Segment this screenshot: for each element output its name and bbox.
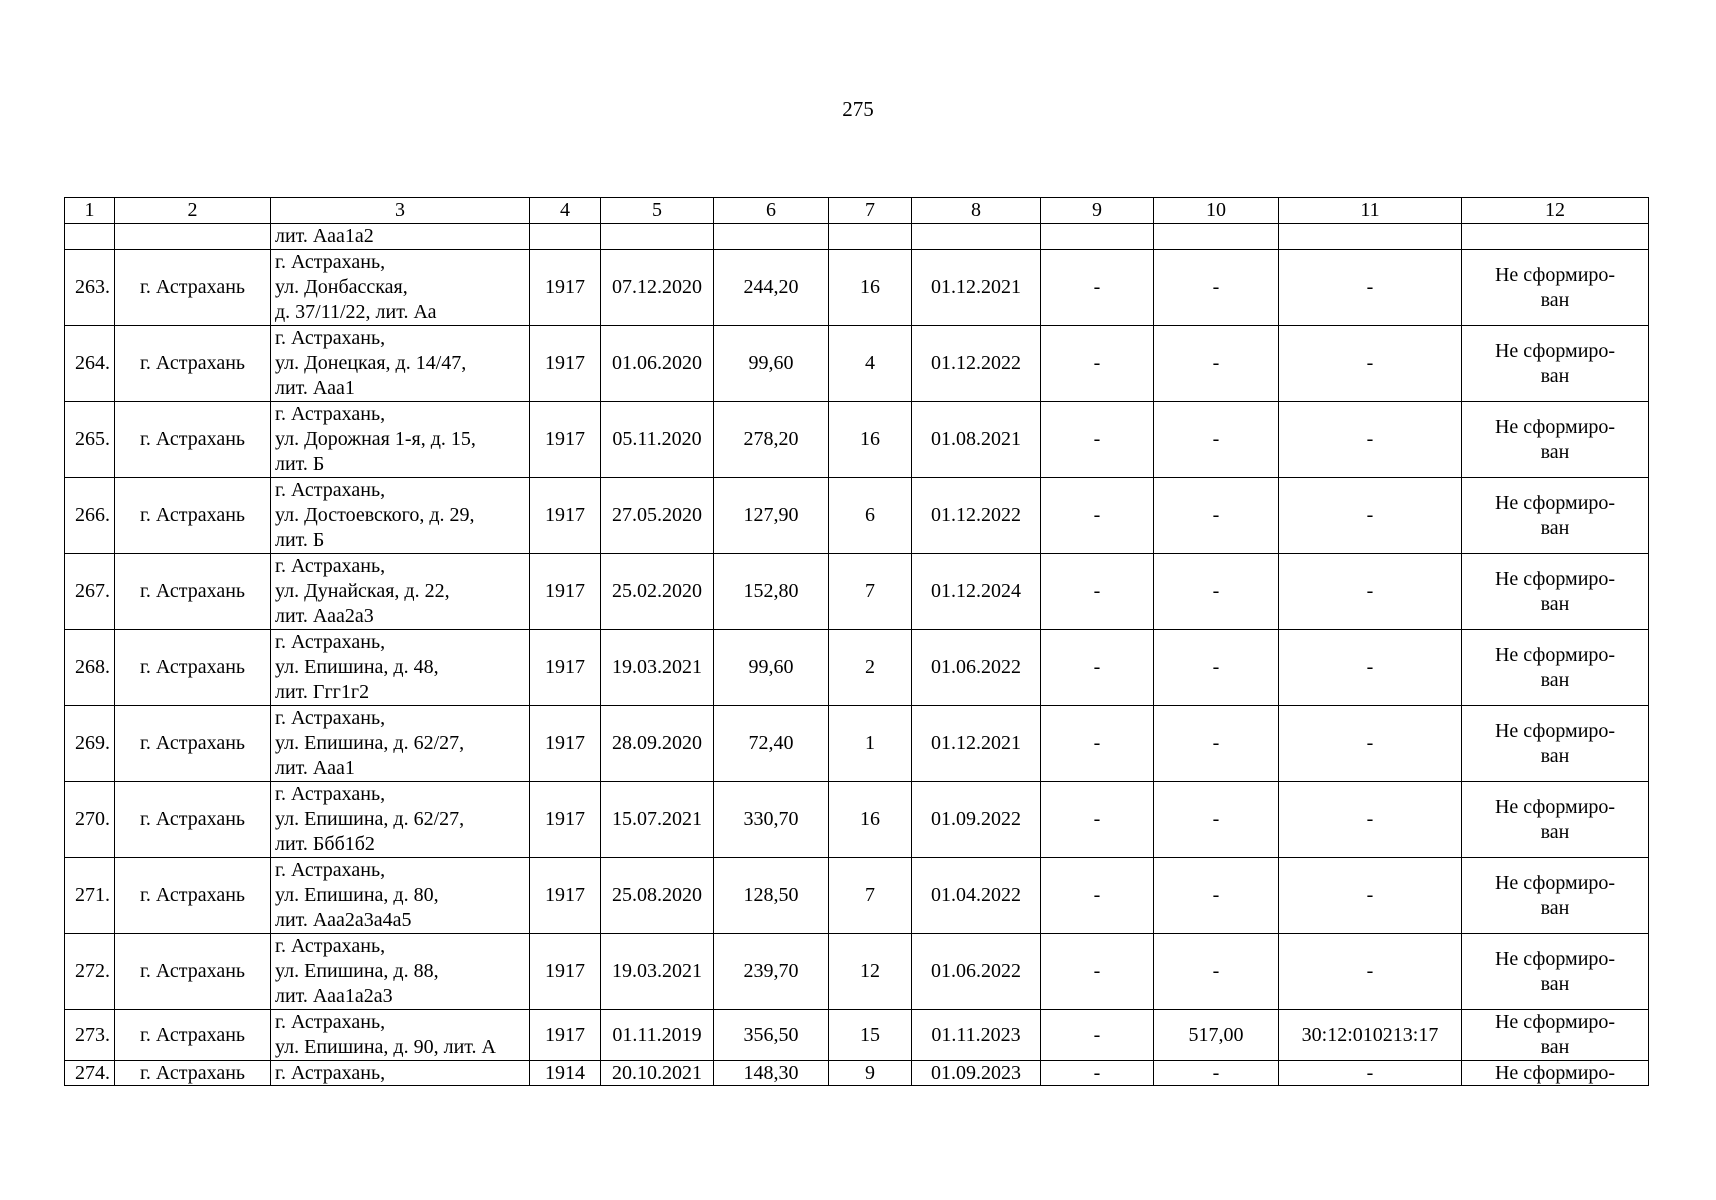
column-11-cell: - xyxy=(1279,858,1462,934)
status-cell: Не сформиро- ван xyxy=(1462,706,1649,782)
table-row xyxy=(65,326,1649,402)
count-cell: 7 xyxy=(829,554,912,630)
address-cell: г. Астрахань, ул. Донбасская, д. 37/11/22, лит. Аа xyxy=(271,250,530,326)
status-cell: Не сформиро- ван xyxy=(1462,782,1649,858)
empty-cell xyxy=(1462,224,1649,250)
date-cell: 01.11.2023 xyxy=(912,1010,1041,1061)
year-cell: 1917 xyxy=(530,326,601,402)
count-cell: 15 xyxy=(829,1010,912,1061)
status-cell: Не сформиро- ван xyxy=(1462,402,1649,478)
address-cell: г. Астрахань, ул. Донецкая, д. 14/47, лит. Ааа1 xyxy=(271,326,530,402)
date-cell: 27.05.2020 xyxy=(601,478,714,554)
column-10-cell: - xyxy=(1154,630,1279,706)
city-cell: г. Астрахань xyxy=(115,782,271,858)
area-cell: 72,40 xyxy=(714,706,829,782)
column-10-cell: - xyxy=(1154,326,1279,402)
column-header: 5 xyxy=(601,198,714,224)
status-cell: Не сформиро- ван xyxy=(1462,250,1649,326)
count-cell: 16 xyxy=(829,250,912,326)
column-header: 4 xyxy=(530,198,601,224)
year-cell: 1917 xyxy=(530,554,601,630)
year-cell: 1917 xyxy=(530,1010,601,1061)
table-row xyxy=(65,782,1649,858)
date-cell: 01.09.2022 xyxy=(912,782,1041,858)
column-header: 7 xyxy=(829,198,912,224)
empty-cell xyxy=(1041,224,1154,250)
date-cell: 01.08.2021 xyxy=(912,402,1041,478)
date-cell: 07.12.2020 xyxy=(601,250,714,326)
area-cell: 330,70 xyxy=(714,782,829,858)
column-11-cell: - xyxy=(1279,630,1462,706)
empty-cell xyxy=(530,224,601,250)
empty-cell xyxy=(601,224,714,250)
column-10-cell: - xyxy=(1154,478,1279,554)
count-cell: 1 xyxy=(829,706,912,782)
address-cell: г. Астрахань, ул. Епишина, д. 90, лит. А xyxy=(271,1010,530,1061)
year-cell: 1917 xyxy=(530,858,601,934)
table-row xyxy=(65,1010,1649,1061)
column-11-cell: - xyxy=(1279,1061,1462,1086)
column-9-cell: - xyxy=(1041,250,1154,326)
table-row xyxy=(65,934,1649,1010)
count-cell: 16 xyxy=(829,402,912,478)
column-10-cell: - xyxy=(1154,402,1279,478)
address-cell: г. Астрахань, ул. Дунайская, д. 22, лит. Ааа2а3 xyxy=(271,554,530,630)
address-cell: г. Астрахань, ул. Достоевского, д. 29, лит. Б xyxy=(271,478,530,554)
count-cell: 4 xyxy=(829,326,912,402)
status-cell: Не сформиро- ван xyxy=(1462,478,1649,554)
table-row xyxy=(65,630,1649,706)
column-9-cell: - xyxy=(1041,402,1154,478)
address-cell: г. Астрахань, ул. Епишина, д. 62/27, лит. Ааа1 xyxy=(271,706,530,782)
column-9-cell: - xyxy=(1041,554,1154,630)
date-cell: 19.03.2021 xyxy=(601,630,714,706)
column-number-row xyxy=(65,198,1649,224)
housing-registry-table xyxy=(64,197,1649,1086)
address-cell: г. Астрахань, ул. Епишина, д. 88, лит. Ааа1а2а3 xyxy=(271,934,530,1010)
column-9-cell: - xyxy=(1041,858,1154,934)
date-cell: 01.12.2021 xyxy=(912,706,1041,782)
empty-cell xyxy=(714,224,829,250)
date-cell: 25.02.2020 xyxy=(601,554,714,630)
address-cell: г. Астрахань, xyxy=(271,1061,530,1086)
column-11-cell: - xyxy=(1279,934,1462,1010)
count-cell: 6 xyxy=(829,478,912,554)
count-cell: 7 xyxy=(829,858,912,934)
address-cell: г. Астрахань, ул. Епишина, д. 80, лит. Ааа2а3а4а5 xyxy=(271,858,530,934)
status-cell: Не сформиро- ван xyxy=(1462,554,1649,630)
row-number-cell: 274. xyxy=(65,1061,115,1086)
empty-cell xyxy=(115,224,271,250)
table-row xyxy=(65,554,1649,630)
year-cell: 1914 xyxy=(530,1061,601,1086)
date-cell: 19.03.2021 xyxy=(601,934,714,1010)
continuation-address: лит. Ааа1а2 xyxy=(271,224,530,250)
date-cell: 15.07.2021 xyxy=(601,782,714,858)
date-cell: 01.11.2019 xyxy=(601,1010,714,1061)
table-row xyxy=(65,478,1649,554)
column-10-cell: - xyxy=(1154,858,1279,934)
column-header: 12 xyxy=(1462,198,1649,224)
city-cell: г. Астрахань xyxy=(115,478,271,554)
column-9-cell: - xyxy=(1041,706,1154,782)
column-10-cell: - xyxy=(1154,554,1279,630)
area-cell: 99,60 xyxy=(714,630,829,706)
column-header: 3 xyxy=(271,198,530,224)
area-cell: 356,50 xyxy=(714,1010,829,1061)
area-cell: 278,20 xyxy=(714,402,829,478)
row-number-cell: 265. xyxy=(65,402,115,478)
column-header: 1 xyxy=(65,198,115,224)
date-cell: 01.06.2022 xyxy=(912,630,1041,706)
empty-cell xyxy=(65,224,115,250)
column-11-cell: - xyxy=(1279,250,1462,326)
table-row xyxy=(65,402,1649,478)
column-10-cell: - xyxy=(1154,250,1279,326)
city-cell: г. Астрахань xyxy=(115,250,271,326)
status-cell: Не сформиро- ван xyxy=(1462,1010,1649,1061)
column-9-cell: - xyxy=(1041,1061,1154,1086)
column-10-cell: - xyxy=(1154,706,1279,782)
row-number-cell: 263. xyxy=(65,250,115,326)
status-cell: Не сформиро- ван xyxy=(1462,326,1649,402)
column-11-cell: - xyxy=(1279,706,1462,782)
area-cell: 152,80 xyxy=(714,554,829,630)
count-cell: 12 xyxy=(829,934,912,1010)
row-number-cell: 268. xyxy=(65,630,115,706)
column-11-cell: - xyxy=(1279,402,1462,478)
empty-cell xyxy=(1154,224,1279,250)
column-9-cell: - xyxy=(1041,782,1154,858)
status-cell: Не сформиро- ван xyxy=(1462,630,1649,706)
column-11-cell: 30:12:010213:17 xyxy=(1279,1010,1462,1061)
date-cell: 01.09.2023 xyxy=(912,1061,1041,1086)
column-header: 6 xyxy=(714,198,829,224)
column-9-cell: - xyxy=(1041,326,1154,402)
count-cell: 9 xyxy=(829,1061,912,1086)
continuation-row xyxy=(65,224,1649,250)
date-cell: 01.12.2024 xyxy=(912,554,1041,630)
area-cell: 127,90 xyxy=(714,478,829,554)
column-header: 8 xyxy=(912,198,1041,224)
address-cell: г. Астрахань, ул. Дорожная 1-я, д. 15, лит. Б xyxy=(271,402,530,478)
column-10-cell: - xyxy=(1154,934,1279,1010)
year-cell: 1917 xyxy=(530,478,601,554)
column-10-cell: - xyxy=(1154,1061,1279,1086)
city-cell: г. Астрахань xyxy=(115,326,271,402)
status-cell: Не сформиро- xyxy=(1462,1061,1649,1086)
column-11-cell: - xyxy=(1279,326,1462,402)
city-cell: г. Астрахань xyxy=(115,402,271,478)
area-cell: 99,60 xyxy=(714,326,829,402)
city-cell: г. Астрахань xyxy=(115,706,271,782)
column-11-cell: - xyxy=(1279,554,1462,630)
column-10-cell: - xyxy=(1154,782,1279,858)
column-9-cell: - xyxy=(1041,478,1154,554)
row-number-cell: 270. xyxy=(65,782,115,858)
row-number-cell: 271. xyxy=(65,858,115,934)
column-9-cell: - xyxy=(1041,630,1154,706)
area-cell: 148,30 xyxy=(714,1061,829,1086)
table-row xyxy=(65,250,1649,326)
date-cell: 20.10.2021 xyxy=(601,1061,714,1086)
date-cell: 01.04.2022 xyxy=(912,858,1041,934)
address-cell: г. Астрахань, ул. Епишина, д. 48, лит. Ггг1г2 xyxy=(271,630,530,706)
column-11-cell: - xyxy=(1279,782,1462,858)
row-number-cell: 267. xyxy=(65,554,115,630)
empty-cell xyxy=(1279,224,1462,250)
page-number: 275 xyxy=(842,97,874,121)
row-number-cell: 273. xyxy=(65,1010,115,1061)
column-9-cell: - xyxy=(1041,934,1154,1010)
year-cell: 1917 xyxy=(530,782,601,858)
year-cell: 1917 xyxy=(530,250,601,326)
date-cell: 25.08.2020 xyxy=(601,858,714,934)
city-cell: г. Астрахань xyxy=(115,1061,271,1086)
city-cell: г. Астрахань xyxy=(115,934,271,1010)
date-cell: 01.06.2022 xyxy=(912,934,1041,1010)
area-cell: 244,20 xyxy=(714,250,829,326)
city-cell: г. Астрахань xyxy=(115,554,271,630)
area-cell: 239,70 xyxy=(714,934,829,1010)
count-cell: 16 xyxy=(829,782,912,858)
row-number-cell: 264. xyxy=(65,326,115,402)
address-cell: г. Астрахань, ул. Епишина, д. 62/27, лит. Ббб1б2 xyxy=(271,782,530,858)
row-number-cell: 269. xyxy=(65,706,115,782)
city-cell: г. Астрахань xyxy=(115,858,271,934)
date-cell: 28.09.2020 xyxy=(601,706,714,782)
column-9-cell: - xyxy=(1041,1010,1154,1061)
row-number-cell: 272. xyxy=(65,934,115,1010)
year-cell: 1917 xyxy=(530,934,601,1010)
column-11-cell: - xyxy=(1279,478,1462,554)
column-header: 11 xyxy=(1279,198,1462,224)
empty-cell xyxy=(829,224,912,250)
date-cell: 01.12.2021 xyxy=(912,250,1041,326)
status-cell: Не сформиро- ван xyxy=(1462,858,1649,934)
city-cell: г. Астрахань xyxy=(115,1010,271,1061)
column-header: 2 xyxy=(115,198,271,224)
year-cell: 1917 xyxy=(530,630,601,706)
year-cell: 1917 xyxy=(530,402,601,478)
count-cell: 2 xyxy=(829,630,912,706)
city-cell: г. Астрахань xyxy=(115,630,271,706)
column-10-cell: 517,00 xyxy=(1154,1010,1279,1061)
status-cell: Не сформиро- ван xyxy=(1462,934,1649,1010)
date-cell: 01.06.2020 xyxy=(601,326,714,402)
column-header: 10 xyxy=(1154,198,1279,224)
date-cell: 01.12.2022 xyxy=(912,326,1041,402)
row-number-cell: 266. xyxy=(65,478,115,554)
column-header: 9 xyxy=(1041,198,1154,224)
table-row xyxy=(65,706,1649,782)
date-cell: 05.11.2020 xyxy=(601,402,714,478)
table-row xyxy=(65,1061,1649,1086)
table-row xyxy=(65,858,1649,934)
date-cell: 01.12.2022 xyxy=(912,478,1041,554)
year-cell: 1917 xyxy=(530,706,601,782)
area-cell: 128,50 xyxy=(714,858,829,934)
empty-cell xyxy=(912,224,1041,250)
